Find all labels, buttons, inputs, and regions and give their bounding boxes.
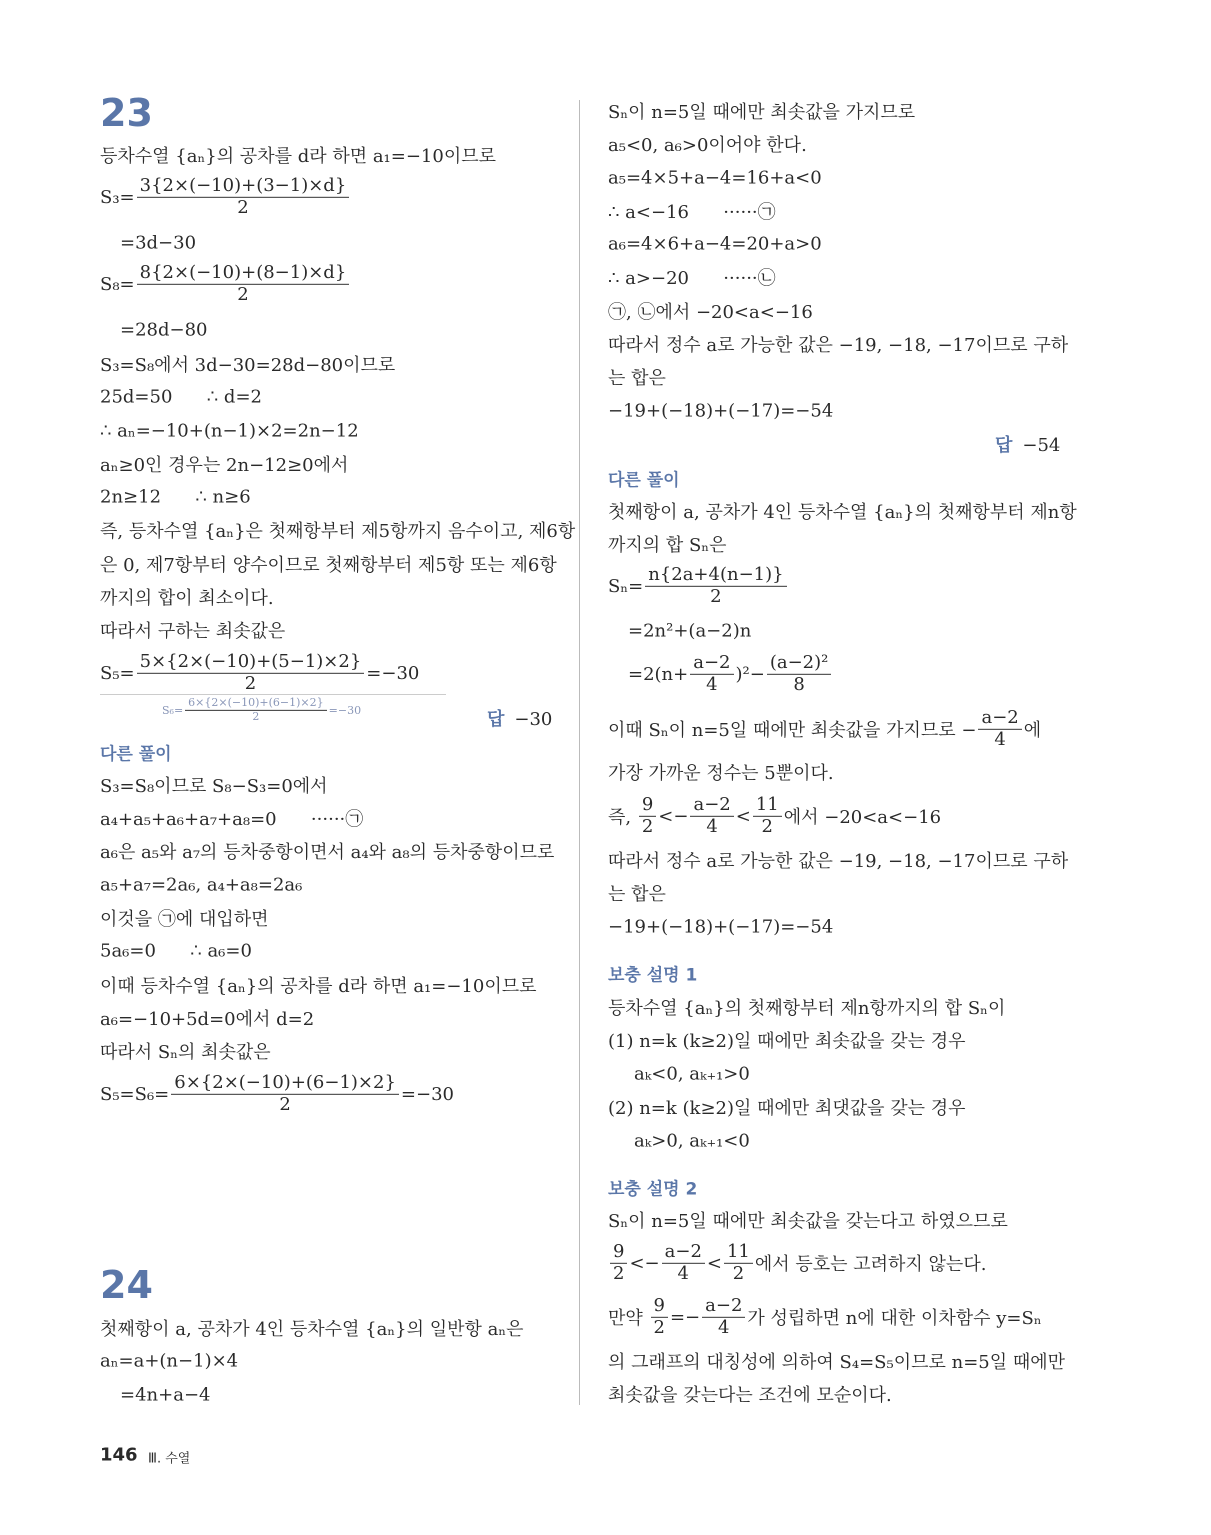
answer-24 bbox=[995, 431, 1060, 457]
text-segment: 즉, bbox=[608, 807, 637, 828]
text-segment: 에 bbox=[1023, 720, 1042, 741]
text-line bbox=[608, 364, 666, 390]
divider-rule bbox=[100, 694, 446, 695]
text-line bbox=[608, 917, 833, 938]
text-line bbox=[162, 697, 361, 723]
text-line bbox=[608, 994, 1005, 1020]
numerator: 9 bbox=[610, 1242, 627, 1264]
text-line bbox=[100, 905, 269, 931]
text-line bbox=[608, 298, 813, 324]
text-line bbox=[608, 498, 1077, 524]
text-line bbox=[100, 941, 252, 962]
text-segment: a₆은 a₅와 a₇의 등차중항이면서 a₄와 a₈의 등차중항이므로 bbox=[100, 842, 555, 863]
text-segment: ㉠, ㉡에서 −20<a<−16 bbox=[608, 302, 813, 323]
text-segment: S₅=S₆= bbox=[100, 1083, 170, 1105]
fraction bbox=[690, 795, 733, 837]
text-segment: aₙ≥0인 경우는 2n−12≥0에서 bbox=[100, 455, 349, 476]
text-segment: 따라서 정수 a로 가능한 값은 −19, −18, −17이므로 구하 bbox=[608, 851, 1069, 872]
denominator: 2 bbox=[237, 196, 249, 218]
numerator: 5×{2×(−10)+(5−1)×2} bbox=[137, 652, 365, 674]
text-segment: a₆=−10+5d=0에서 d=2 bbox=[100, 1009, 315, 1030]
text-segment: 까지의 합이 최소이다. bbox=[100, 588, 274, 609]
text-line bbox=[634, 1131, 750, 1152]
answer-value: −54 bbox=[1022, 435, 1061, 456]
text-segment: 최솟값을 갖는다는 조건에 모순이다. bbox=[608, 1385, 892, 1406]
text-segment: a₆=4×6+a−4=20+a>0 bbox=[608, 233, 822, 255]
text-line bbox=[608, 198, 776, 224]
text-segment: 에서 −20<a<−16 bbox=[783, 807, 942, 828]
text-segment: < bbox=[706, 1252, 722, 1274]
denominator: 2 bbox=[613, 1262, 625, 1284]
answer-label: 답 bbox=[995, 435, 1013, 456]
text-segment: a₅=4×5+a−4=16+a<0 bbox=[608, 167, 822, 189]
denominator: 2 bbox=[710, 585, 722, 607]
numerator: a−2 bbox=[690, 653, 733, 675]
numerator: a−2 bbox=[702, 1296, 745, 1318]
text-line bbox=[100, 584, 274, 610]
text-segment: aₙ=a+(n−1)×4 bbox=[100, 1350, 239, 1372]
text-line bbox=[608, 264, 776, 290]
text-line bbox=[608, 1207, 1008, 1233]
denominator: 4 bbox=[706, 673, 718, 695]
text-line bbox=[100, 805, 363, 831]
text-line bbox=[100, 487, 251, 508]
denominator: 4 bbox=[718, 1316, 730, 1338]
denominator: 2 bbox=[653, 1316, 665, 1338]
text-segment: 만약 bbox=[608, 1308, 649, 1329]
text-segment: aₖ>0, aₖ₊₁<0 bbox=[634, 1130, 750, 1152]
fraction bbox=[137, 176, 350, 218]
text-line bbox=[608, 531, 727, 557]
fraction bbox=[753, 795, 782, 837]
text-line bbox=[100, 451, 348, 477]
text-segment: =−30 bbox=[366, 662, 420, 684]
text-segment: 는 합은 bbox=[608, 368, 666, 389]
numerator: 11 bbox=[724, 1242, 753, 1264]
alt-solution-heading: 다른 풀이 bbox=[100, 744, 172, 765]
text-line bbox=[100, 1005, 314, 1031]
text-segment: 5a₆=0 ∴ a₆=0 bbox=[100, 940, 252, 962]
text-segment: −19+(−18)+(−17)=−54 bbox=[608, 400, 834, 422]
text-segment: 25d=50 ∴ d=2 bbox=[100, 386, 262, 408]
fraction bbox=[645, 565, 786, 607]
text-line bbox=[608, 565, 789, 607]
numerator: 6×{2×(−10)+(6−1)×2} bbox=[185, 697, 326, 711]
denominator: 2 bbox=[279, 1093, 291, 1115]
text-line bbox=[120, 320, 208, 341]
text-segment: 는 합은 bbox=[608, 884, 666, 905]
fraction bbox=[690, 653, 733, 695]
text-line bbox=[608, 234, 822, 255]
text-segment: 등차수열 {aₙ}의 공차를 d라 하면 a₁=−10이므로 bbox=[100, 146, 496, 167]
text-line bbox=[120, 233, 196, 254]
text-segment: a₅+a₇=2a₆, a₄+a₈=2a₆ bbox=[100, 874, 303, 896]
text-line bbox=[100, 1315, 524, 1341]
text-segment: Sₙ= bbox=[608, 575, 644, 597]
text-segment: (1) n=k (k≥2)일 때에만 최솟값을 갖는 경우 bbox=[608, 1031, 966, 1052]
fraction bbox=[651, 1296, 668, 1338]
problem-number-23: 23 bbox=[100, 91, 153, 135]
fraction bbox=[171, 1073, 399, 1115]
text-line bbox=[608, 1094, 966, 1120]
denominator: 4 bbox=[994, 728, 1006, 750]
denominator: 4 bbox=[706, 815, 718, 837]
denominator: 8 bbox=[793, 673, 805, 695]
numerator: 9 bbox=[651, 1296, 668, 1318]
denominator: 2 bbox=[244, 672, 257, 694]
text-segment: 이것을 ㉠에 대입하면 bbox=[100, 909, 269, 930]
text-line bbox=[100, 142, 496, 168]
text-segment: =3d−30 bbox=[120, 232, 197, 254]
text-segment: =2n²+(a−2)n bbox=[628, 620, 752, 642]
text-segment: 첫째항이 a, 공차가 4인 등차수열 {aₙ}의 일반항 aₙ은 bbox=[100, 1319, 524, 1340]
text-segment: Sₙ이 n=5일 때에만 최솟값을 가지므로 bbox=[608, 102, 916, 123]
text-line bbox=[100, 875, 302, 896]
text-segment: S₃=S₈에서 3d−30=28d−80이므로 bbox=[100, 355, 396, 376]
text-segment: 가 성립하면 n에 대한 이차함수 y=Sₙ bbox=[747, 1308, 1042, 1329]
denominator: 4 bbox=[677, 1262, 689, 1284]
text-line bbox=[608, 1296, 1042, 1338]
text-line bbox=[100, 421, 359, 442]
fraction bbox=[137, 652, 365, 694]
denominator: 2 bbox=[237, 283, 249, 305]
numerator: 3{2×(−10)+(3−1)×d} bbox=[137, 176, 350, 198]
text-segment: 2n≥12 ∴ n≥6 bbox=[100, 486, 251, 508]
text-segment: S₃= bbox=[100, 186, 135, 208]
text-segment: Sₙ이 n=5일 때에만 최솟값을 갖는다고 하였으므로 bbox=[608, 1211, 1008, 1232]
text-segment: =− bbox=[669, 1306, 701, 1328]
denominator: 2 bbox=[732, 1262, 745, 1284]
text-segment: <− bbox=[629, 1252, 660, 1274]
fraction bbox=[662, 1242, 705, 1284]
text-segment: S₃=S₈이므로 S₈−S₃=0에서 bbox=[100, 776, 328, 797]
text-segment: 따라서 Sₙ의 최솟값은 bbox=[100, 1042, 271, 1063]
text-segment: 따라서 구하는 최솟값은 bbox=[100, 621, 286, 642]
text-line bbox=[100, 652, 419, 694]
answer-value: −30 bbox=[514, 709, 553, 730]
numerator: 11 bbox=[753, 795, 782, 817]
text-segment: S₆= bbox=[162, 703, 184, 717]
denominator: 2 bbox=[252, 709, 260, 723]
text-segment: < bbox=[735, 805, 751, 827]
text-segment: 에서 등호는 고려하지 않는다. bbox=[754, 1254, 987, 1275]
text-segment: 즉, 등차수열 {aₙ}은 첫째항부터 제5항까지 음수이고, 제6항 bbox=[100, 521, 576, 542]
text-segment: =−30 bbox=[328, 703, 362, 717]
text-segment: 첫째항이 a, 공차가 4인 등차수열 {aₙ}의 첫째항부터 제n항 bbox=[608, 502, 1077, 523]
alt-solution-heading: 다른 풀이 bbox=[608, 470, 680, 491]
text-segment: 까지의 합 Sₙ은 bbox=[608, 535, 727, 556]
text-line bbox=[608, 708, 1041, 750]
text-segment: 등차수열 {aₙ}의 첫째항부터 제n항까지의 합 Sₙ이 bbox=[608, 998, 1006, 1019]
chapter-label: Ⅲ. 수열 bbox=[148, 1451, 191, 1467]
text-line bbox=[100, 1073, 454, 1115]
text-line bbox=[628, 653, 833, 695]
text-line bbox=[120, 1385, 210, 1406]
fraction bbox=[639, 795, 656, 837]
text-segment: 은 0, 제7항부터 양수이므로 첫째항부터 제5항 또는 제6항 bbox=[100, 555, 557, 576]
text-line bbox=[634, 1064, 750, 1085]
text-line bbox=[608, 98, 915, 124]
text-segment: <− bbox=[658, 805, 689, 827]
numerator: 6×{2×(−10)+(6−1)×2} bbox=[171, 1073, 399, 1095]
text-line bbox=[608, 880, 666, 906]
fraction bbox=[702, 1296, 745, 1338]
text-line bbox=[608, 1348, 1065, 1374]
numerator: (a−2)² bbox=[767, 653, 832, 675]
text-line bbox=[100, 387, 262, 408]
text-segment: aₖ<0, aₖ₊₁>0 bbox=[634, 1063, 750, 1085]
text-segment: −19+(−18)+(−17)=−54 bbox=[608, 916, 834, 938]
fraction bbox=[137, 263, 350, 305]
text-segment: 이때 Sₙ이 n=5일 때에만 최솟값을 가지므로 − bbox=[608, 720, 977, 741]
text-line bbox=[100, 838, 554, 864]
answer-23 bbox=[487, 705, 552, 731]
text-segment: )²− bbox=[735, 663, 765, 685]
numerator: n{2a+4(n−1)} bbox=[645, 565, 786, 587]
text-segment: ∴ a<−16 ······㉠ bbox=[608, 202, 776, 223]
text-line bbox=[100, 176, 351, 218]
text-line bbox=[608, 847, 1068, 873]
text-segment: =2(n+ bbox=[628, 663, 689, 685]
text-line bbox=[100, 1351, 238, 1372]
fraction bbox=[185, 697, 326, 723]
denominator: 2 bbox=[761, 815, 773, 837]
text-segment: a₅<0, a₆>0이어야 한다. bbox=[608, 135, 807, 156]
text-line bbox=[100, 551, 557, 577]
fraction bbox=[724, 1242, 753, 1284]
numerator: 9 bbox=[639, 795, 656, 817]
denominator: 2 bbox=[641, 815, 654, 837]
text-line bbox=[608, 168, 822, 189]
column-divider bbox=[579, 100, 580, 1405]
text-line bbox=[608, 131, 807, 157]
numerator: a−2 bbox=[662, 1242, 705, 1264]
page-number: 146 bbox=[100, 1444, 138, 1466]
text-segment: =4n+a−4 bbox=[120, 1384, 211, 1406]
text-line bbox=[608, 1381, 892, 1407]
text-line bbox=[100, 263, 351, 305]
answer-label: 답 bbox=[487, 709, 505, 730]
text-line bbox=[100, 972, 537, 998]
fraction bbox=[978, 708, 1021, 750]
text-line bbox=[608, 401, 833, 422]
text-line bbox=[100, 617, 285, 643]
text-segment: ∴ aₙ=−10+(n−1)×2=2n−12 bbox=[100, 420, 359, 442]
note2-heading: 보충 설명 2 bbox=[608, 1179, 698, 1200]
text-line bbox=[628, 621, 751, 642]
text-line bbox=[608, 795, 941, 837]
text-line bbox=[100, 517, 575, 543]
text-segment: 의 그래프의 대칭성에 의하여 S₄=S₅이므로 n=5일 때에만 bbox=[608, 1352, 1066, 1373]
text-line bbox=[100, 1038, 271, 1064]
text-line bbox=[608, 759, 834, 785]
text-segment: a₄+a₅+a₆+a₇+a₈=0 ······㉠ bbox=[100, 809, 364, 830]
numerator: a−2 bbox=[978, 708, 1021, 730]
text-line bbox=[608, 331, 1068, 357]
text-line bbox=[100, 351, 395, 377]
fraction bbox=[610, 1242, 627, 1284]
text-segment: 가장 가까운 정수는 5뿐이다. bbox=[608, 763, 834, 784]
text-segment: S₅= bbox=[100, 662, 135, 684]
problem-number-24: 24 bbox=[100, 1263, 153, 1307]
text-segment: =28d−80 bbox=[120, 319, 208, 341]
numerator: a−2 bbox=[690, 795, 733, 817]
text-segment: ∴ a>−20 ······㉡ bbox=[608, 268, 776, 289]
text-segment: S₈= bbox=[100, 273, 135, 295]
text-segment: 따라서 정수 a로 가능한 값은 −19, −18, −17이므로 구하 bbox=[608, 335, 1069, 356]
text-line bbox=[608, 1242, 986, 1284]
text-segment: =−30 bbox=[400, 1083, 454, 1105]
note1-heading: 보충 설명 1 bbox=[608, 965, 698, 986]
text-segment: 이때 등차수열 {aₙ}의 공차를 d라 하면 a₁=−10이므로 bbox=[100, 976, 537, 997]
text-segment: (2) n=k (k≥2)일 때에만 최댓값을 갖는 경우 bbox=[608, 1098, 966, 1119]
text-line bbox=[608, 1027, 966, 1053]
text-line bbox=[100, 772, 328, 798]
numerator: 8{2×(−10)+(8−1)×d} bbox=[137, 263, 350, 285]
fraction bbox=[767, 653, 832, 695]
